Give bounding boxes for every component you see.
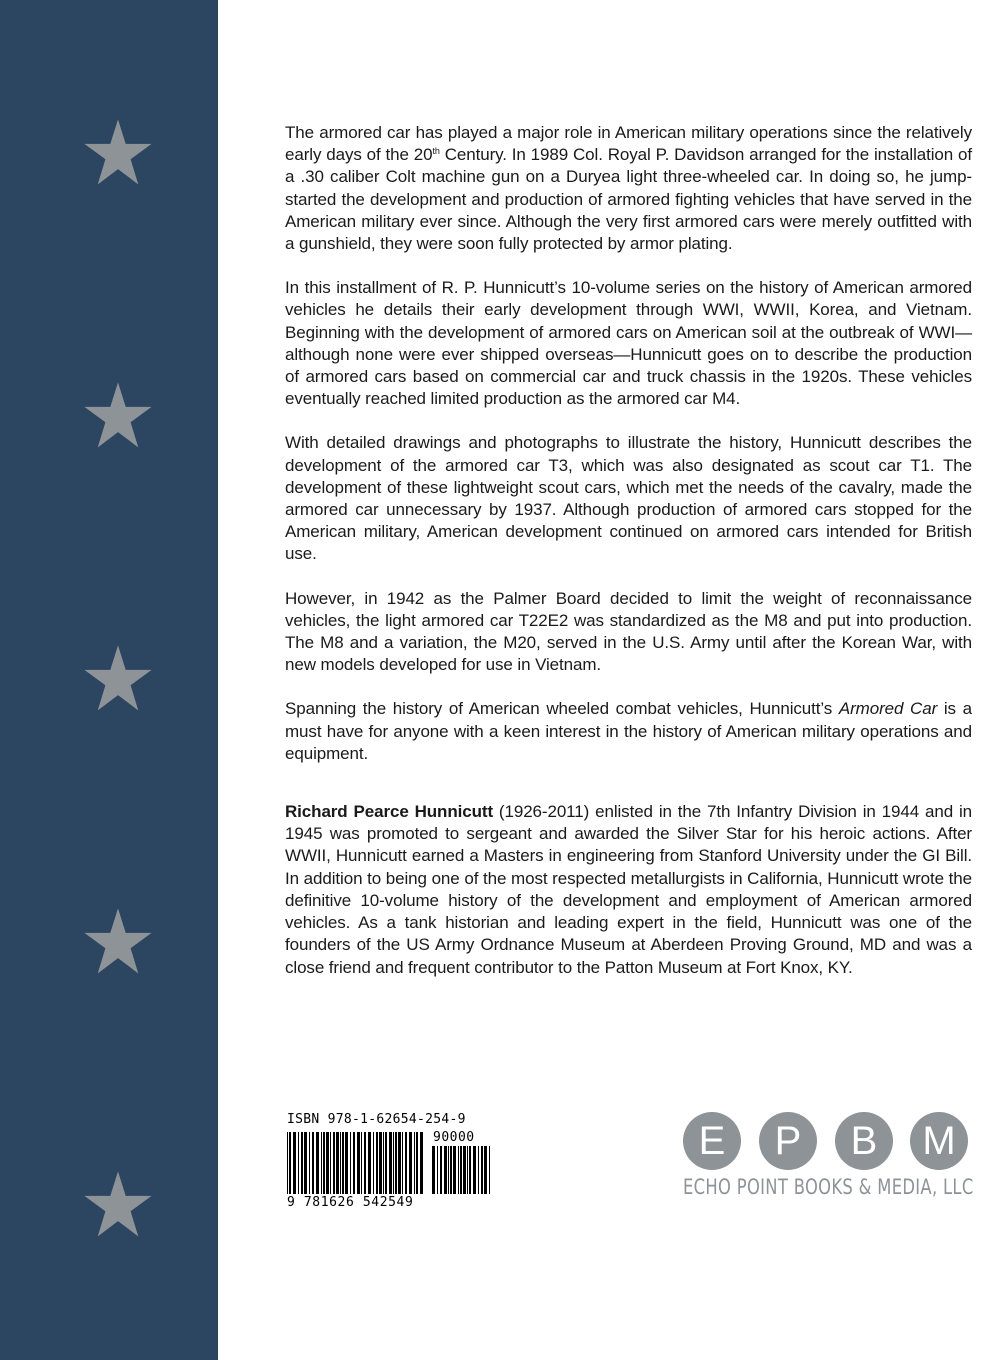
ordinal-superscript: th xyxy=(432,146,440,157)
barcode-bar xyxy=(357,1132,360,1194)
barcode-bar xyxy=(481,1146,483,1194)
addon-barcode-bars xyxy=(430,1146,492,1196)
isbn-barcode xyxy=(285,1112,505,1210)
barcode-bar xyxy=(383,1132,384,1194)
author-name: Richard Pearce Hunnicutt xyxy=(285,802,494,822)
barcode-bar xyxy=(379,1132,382,1194)
isbn-label: ISBN 978-1-62654-254-9 xyxy=(287,1112,466,1127)
barcode-bar xyxy=(460,1146,462,1194)
barcode-bar xyxy=(453,1146,456,1194)
ean-barcode-bars xyxy=(285,1132,425,1196)
barcode-bar xyxy=(361,1132,362,1194)
barcode-bar xyxy=(420,1132,423,1194)
text-run: The armored car has played a major role in American military operations since the relatively early days of the 20 xyxy=(285,123,972,165)
barcode-bar xyxy=(312,1132,314,1194)
barcode-bar xyxy=(350,1132,351,1194)
barcode-bar xyxy=(467,1146,468,1194)
barcode-bar xyxy=(304,1132,307,1194)
barcode-bar xyxy=(478,1146,479,1194)
book-title: Armored Car xyxy=(838,699,938,719)
barcode-bar xyxy=(323,1132,325,1194)
barcode-bar xyxy=(321,1132,322,1194)
publisher-name: ECHO POINT BOOKS & MEDIA, LLC xyxy=(683,1175,974,1199)
barcode-bar xyxy=(448,1146,449,1194)
barcode-bar xyxy=(373,1132,374,1194)
barcode-bar xyxy=(342,1132,344,1194)
barcode-bar xyxy=(298,1132,299,1194)
barcode-bar xyxy=(326,1132,329,1194)
author-bio-text: (1926-2011) enlisted in the 7th Infantry Division in 1944 and in 1945 was promoted to sergeant and awarded the Silver Star for his heroic actions. After WWII, Hunnicutt earned a Masters in engineering from Stanford University under the GI Bill. In addition to being one of the most respected metallurgists in California, Hunnicutt wrote the definitive 10-volume history of the development and employment of American armored vehicles. As a tank historian and leading expert in the field, Hunnicutt was one of the founders of the US Army Ordnance Museum at Aberdeen Proving Ground, MD and was a close friend and frequent contributor to the Patton Museum at Fort Knox, KY. xyxy=(285,802,972,977)
star-icon xyxy=(83,118,153,188)
barcode-bar xyxy=(309,1132,310,1194)
barcode-bar xyxy=(333,1132,335,1194)
text-run: Century. In 1989 Col. Royal P. Davidson arranged for the installation of a .30 caliber Colt machine gun on a Duryea light three-wheeled car. In doing so, he jump-started the development and production of armored fighting vehicles that have served in the American military ever since. Although the very first armored cars were merely outfitted with a gunshield, they were soon fully protected by armor plating. xyxy=(285,145,972,254)
barcode-bar xyxy=(463,1146,466,1194)
barcode-bar xyxy=(364,1132,366,1194)
barcode-bar xyxy=(469,1146,471,1194)
logo-letter-circle: P xyxy=(759,1112,817,1170)
star-icon xyxy=(83,644,153,714)
price-addon-label: 90000 xyxy=(433,1130,475,1145)
barcode-bar xyxy=(440,1146,442,1194)
logo-letter-circle: B xyxy=(835,1112,893,1170)
barcode-bar xyxy=(316,1132,319,1194)
description-paragraph-2: In this installment of R. P. Hunnicutt’s 10-volume series on the history of American armored vehicles he details their early development through WWI, WWII, Korea, and Vietnam. Beginning with the development of armored cars on American soil at the outbreak of WWI—although none were ever shipped overseas—Hunnicutt goes on to describe the production of armored cars based on commercial car and truck chassis in the 1920s. These vehicles eventually reached limited production as the armored car M4. xyxy=(285,278,972,409)
barcode-bar xyxy=(395,1132,397,1194)
barcode-bar xyxy=(289,1132,291,1194)
text-run: is a must have for anyone with a keen interest in the history of American military operations and equipment. xyxy=(285,699,973,763)
barcode-bar xyxy=(437,1146,438,1194)
barcode-bar xyxy=(330,1132,331,1194)
barcode-bar xyxy=(432,1146,435,1194)
barcode-bar xyxy=(405,1132,407,1194)
description-paragraph-4: However, in 1942 as the Palmer Board decided to limit the weight of reconnaissance vehicles, the light armored car T22E2 was standardized as the M8 and put into production. The M8 and a variation, the M20, served in the U.S. Army until after the Korean War, with new models developed for use in Vietnam. xyxy=(285,588,972,675)
cover-stripe xyxy=(0,0,218,1360)
barcode-bar xyxy=(450,1146,452,1194)
barcode-bar xyxy=(340,1132,341,1194)
barcode-bar xyxy=(353,1132,355,1194)
barcode-bar xyxy=(368,1132,371,1194)
barcode-bar xyxy=(444,1146,447,1194)
barcode-bar xyxy=(293,1132,296,1194)
barcode-bar xyxy=(416,1132,418,1194)
description-paragraph-5 xyxy=(285,698,972,765)
barcode-bar xyxy=(409,1132,412,1194)
barcode-bar xyxy=(345,1132,348,1194)
barcode-bar xyxy=(414,1132,415,1194)
ean-digits: 9 781626 542549 xyxy=(287,1195,414,1210)
description-paragraph-3: With detailed drawings and photographs to illustrate the history, Hunnicutt describes the development of the armored car T3, which was also designated as scout car T1. The development of these lightweight scout cars, which met the needs of the cavalry, made the armored car unnecessary by 1937. Although production of armored cars stopped for the American military, American development continued on armored cars intended for British use. xyxy=(285,433,972,564)
barcode-bar xyxy=(376,1132,378,1194)
barcode-bar xyxy=(402,1132,403,1194)
barcode-bar xyxy=(287,1132,288,1194)
barcode-bar xyxy=(398,1132,401,1194)
star-icon xyxy=(83,381,153,451)
logo-letter-circle: M xyxy=(910,1112,968,1170)
text-run: Spanning the history of American wheeled combat vehicles, Hunnicutt’s xyxy=(285,699,839,719)
back-cover-text xyxy=(285,122,972,1001)
logo-letter-circle: E xyxy=(683,1112,741,1170)
author-bio xyxy=(285,801,972,979)
barcode-bar xyxy=(489,1146,490,1194)
barcode-bar xyxy=(301,1132,303,1194)
barcode-bar xyxy=(389,1132,392,1194)
barcode-bar xyxy=(473,1146,476,1194)
star-icon xyxy=(83,907,153,977)
barcode-bar xyxy=(393,1132,394,1194)
barcode-bar xyxy=(484,1146,487,1194)
barcode-bar xyxy=(458,1146,459,1194)
star-icon xyxy=(83,1170,153,1240)
description-paragraph-1 xyxy=(285,122,972,255)
barcode-bar xyxy=(385,1132,387,1194)
barcode-bar xyxy=(336,1132,339,1194)
publisher-logo xyxy=(683,1112,973,1212)
